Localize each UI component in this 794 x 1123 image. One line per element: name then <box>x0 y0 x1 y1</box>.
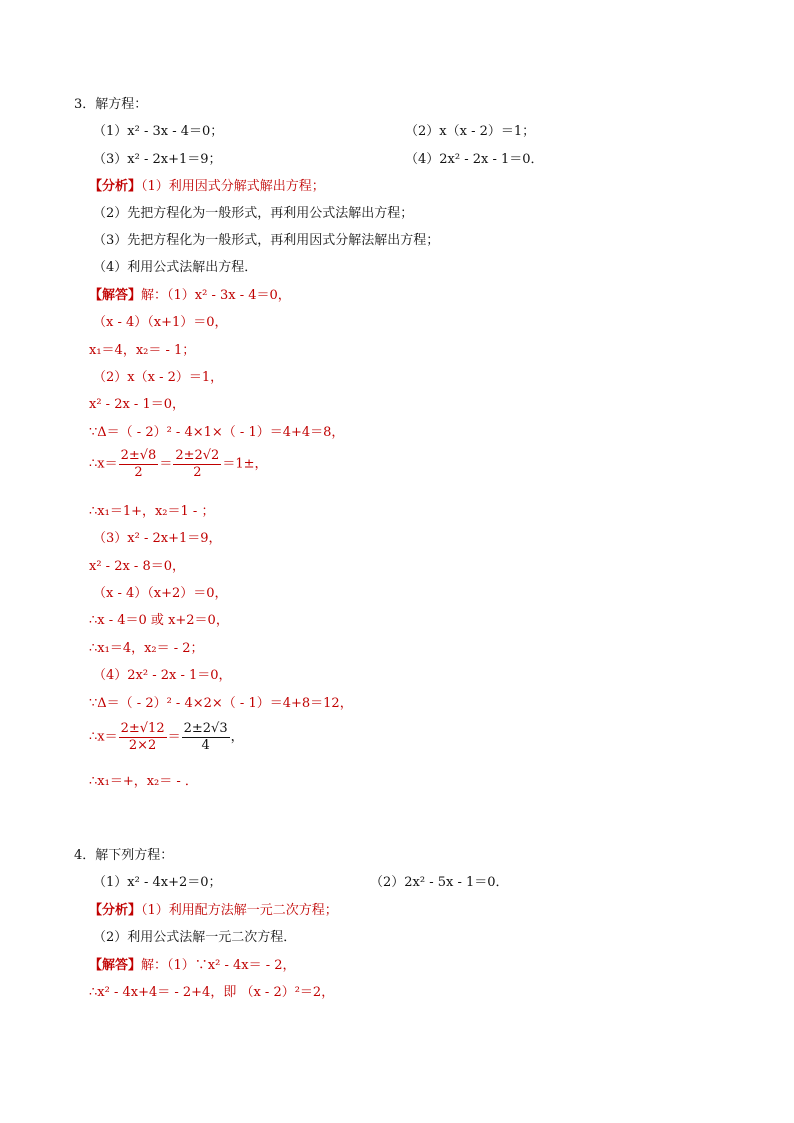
q3-step-9: （x - 4）（x+2）＝0， <box>93 586 228 601</box>
q4-problem-1: （1）x² - 4x+2＝0； <box>93 875 222 890</box>
numerator: 2±√8 <box>120 448 157 463</box>
q3-step-1: （x - 4）（x+1）＝0， <box>93 315 228 330</box>
q3-title: 3．解方程： <box>74 97 148 112</box>
fraction-b <box>182 721 230 754</box>
frac-lead: ∴x＝ <box>89 456 118 472</box>
numerator: 2±2√3 <box>183 721 228 736</box>
q3-step-4: x² - 2x - 1＝0， <box>89 397 186 412</box>
q3-last-line: ∴x₁＝+，x₂＝ - ． <box>89 774 198 789</box>
analysis-tag: 【分析】 <box>89 903 142 918</box>
answer-text: 解：（1）∵x² - 4x＝ - 2， <box>141 958 296 973</box>
q3-step-10: ∴x - 4＝0 或 x+2＝0， <box>89 613 229 628</box>
q3-problem-4: （4）2x² - 2x - 1＝0． <box>405 152 544 167</box>
q3-step-11: ∴x₁＝4，x₂＝ - 2； <box>89 641 204 656</box>
analysis-text: （1）利用配方法解一元二次方程； <box>141 903 338 918</box>
answer-tag: 【解答】 <box>89 958 142 973</box>
q3-problem-2: （2）x（x - 2）＝1； <box>405 124 536 139</box>
q3-problem-3: （3）x² - 2x+1＝9； <box>93 152 222 167</box>
answer-text: 解：（1）x² - 3x - 4＝0， <box>141 288 291 303</box>
answer-tag: 【解答】 <box>89 288 142 303</box>
q3-analysis-3: （3）先把方程化为一般形式，再利用因式分解法解出方程； <box>93 233 440 248</box>
q3-step-3: （2）x（x - 2）＝1， <box>93 370 224 385</box>
fraction-b <box>173 448 221 481</box>
q3-fraction-line-1 <box>89 448 268 481</box>
denominator: 2 <box>193 465 202 480</box>
frac-tail: ， <box>230 729 244 745</box>
q4-analysis-1 <box>89 902 338 920</box>
q3-step-13: ∵Δ＝（ - 2）² - 4×2×（ - 1）＝4+8＝12， <box>89 696 353 711</box>
frac-tail: ＝1±， <box>222 456 268 472</box>
q3-step-7: （3）x² - 2x+1＝9， <box>93 531 222 546</box>
numerator: 2±√12 <box>120 721 165 736</box>
frac-equals: ＝ <box>167 729 181 745</box>
q3-analysis-1 <box>89 178 325 196</box>
frac-equals: ＝ <box>159 456 173 472</box>
q4-problem-2: （2）2x² - 5x - 1＝0． <box>370 875 509 890</box>
analysis-text: （1）利用因式分解式解出方程； <box>141 179 325 194</box>
denominator: 2 <box>134 465 143 480</box>
fraction-a <box>119 448 159 481</box>
frac-lead: ∴x＝ <box>89 729 118 745</box>
q3-problem-1: （1）x² - 3x - 4＝0； <box>93 124 224 139</box>
denominator: 4 <box>201 738 210 753</box>
q3-analysis-4: （4）利用公式法解出方程． <box>93 260 258 275</box>
denominator: 2×2 <box>128 738 157 753</box>
q4-analysis-2: （2）利用公式法解一元二次方程． <box>93 930 297 945</box>
numerator: 2±2√2 <box>175 448 220 463</box>
q3-step-8: x² - 2x - 8＝0， <box>89 559 186 574</box>
q3-step-12: （4）2x² - 2x - 1＝0， <box>93 668 232 683</box>
q3-step-2: x₁＝4，x₂＝ - 1； <box>89 343 196 358</box>
q4-title: 4．解下列方程： <box>74 848 174 863</box>
q3-fraction-line-2 <box>89 721 244 754</box>
q3-analysis-2: （2）先把方程化为一般形式，再利用公式法解出方程； <box>93 206 414 221</box>
q4-step-1: ∴x² - 4x+4＝ - 2+4，即 （x - 2）²＝2， <box>89 985 335 1000</box>
fraction-a <box>119 721 167 754</box>
q4-answer-first <box>89 957 296 975</box>
q3-step-5: ∵Δ＝（ - 2）² - 4×1×（ - 1）＝4+4＝8， <box>89 425 345 440</box>
analysis-tag: 【分析】 <box>89 179 142 194</box>
q3-answer-first <box>89 287 291 305</box>
q3-step-6: ∴x₁＝1+，x₂＝1 - ； <box>89 504 215 519</box>
